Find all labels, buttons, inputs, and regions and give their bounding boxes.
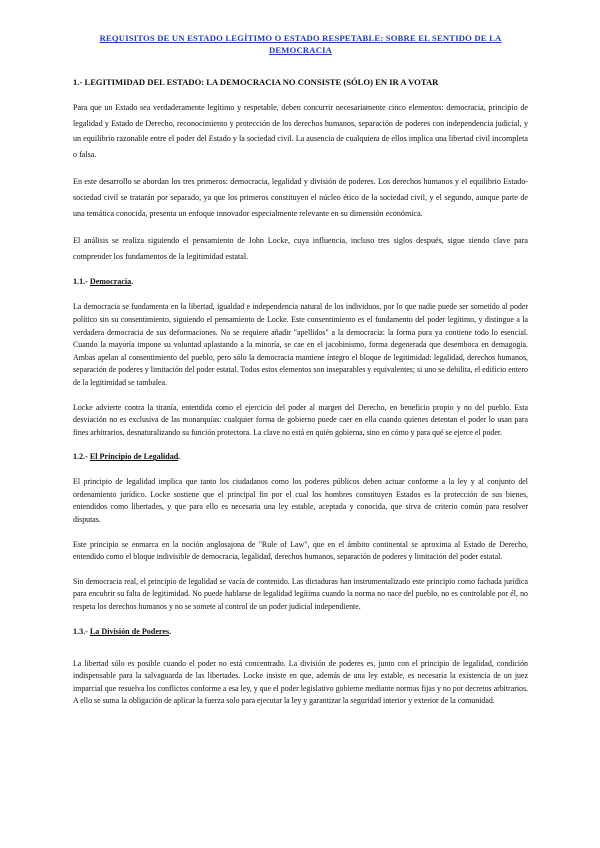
legalidad-paragraph-2: Este principio se enmarca en la noción anglosajona de "Rule of Law", que en el ámbito continental se aproxima al Estado de Derecho, entendido como el bloque indivisible de democracia, legalidad, derechos humanos, separación de poderes y limitación del poder estatal. bbox=[73, 539, 528, 562]
intro-paragraph-1: Para que un Estado sea verdaderamente legítimo y respetable, deben concurrir necesariamente cinco elementos: democracia, principio de legalidad y Estado de Derecho, reconocimiento y protección de los derechos humanos, separación de poderes con independencia judicial, y un equilibrio razonable entre el poder del Estado y la sociedad civil. La ausencia de cualquiera de ellos implica una libertad civil incompleta o falsa. bbox=[73, 103, 528, 159]
subsection-number: 1.2.- bbox=[73, 452, 88, 462]
subsection-number: 1.1.- bbox=[73, 277, 88, 287]
intro-paragraph-2: En este desarrollo se abordan los tres primeros: democracia, legalidad y división de poderes. Los derechos humanos y el equilibrio Estado-sociedad civil se tratarán por separado, ya que los primeros constituyen el núcleo ético de la sociedad civil, y el segundo, aunque parte de una temática conocida, presenta un enfoque innovador especialmente relevante en su dimensión económica. bbox=[73, 177, 528, 218]
democracia-paragraph-2: Locke advierte contra la tiranía, entendida como el ejercicio del poder al margen del Derecho, en beneficio propio y no del pueblo. Esta desviación no es exclusiva de las monarquías: cualquier forma de gobierno puede caer en ella cuando quienes detentan el poder lo usan para fines arbitrarios, desnaturalizando su función protectora. La clave no está en quién gobierna, sino en cómo y para qué se ejerce el poder. bbox=[73, 402, 528, 437]
legalidad-paragraph-1: El principio de legalidad implica que tanto los ciudadanos como los poderes públicos deben actuar conforme a la ley y al conjunto del ordenamiento jurídico. Locke sostiene que el principal fin por el cual los hombres constituyen Estados es la protección de sus bienes, entendidos como libertades, y que para ello es necesaria una ley estable, aceptada y conocida, que sirva de criterio común para resolver disputas. bbox=[73, 477, 528, 525]
document-page bbox=[73, 32, 528, 720]
legalidad-paragraph-3: Sin democracia real, el principio de legalidad se vacía de contenido. Las dictaduras han instrumentalizado este principio como fachada jurídica para encubrir su falta de legitimidad. No puede hablarse de legalidad legítima cuando la norma no nace del pueblo, no es controlable por él, no respeta los derechos humanos y no se somete al control de un poder judicial independiente. bbox=[73, 576, 528, 612]
subsection-suffix: . bbox=[178, 452, 181, 462]
intro-paragraph-3: El análisis se realiza siguiendo el pensamiento de John Locke, cuya influencia, incluso tres siglos después, sigue siendo clave para comprender los fundamentos de la legitimidad estatal. bbox=[73, 236, 528, 261]
subsection-heading-legalidad bbox=[73, 451, 528, 463]
subsection-label: El Principio de Legalidad bbox=[89, 452, 179, 462]
division-paragraph-1: La libertad sólo es posible cuando el poder no está concentrado. La división de poderes es, junto con el principio de legalidad, condición indispensable para la salvaguarda de las libertades. Locke insiste en que, además de una ley estable, es necesaria la existencia de un juez imparcial que resuelva los conflictos conforme a esa ley, y que el poder legislativo gobierne mediante normas fijas y no por decretos arbitrarios. A ello se suma la obligación de aplicar la fuerza solo para ejecutar la ley y garantizar la seguridad interior y exterior de la comunidad. bbox=[73, 658, 528, 706]
subsection-heading-division bbox=[73, 626, 528, 638]
section-heading: 1.- LEGITIMIDAD DEL ESTADO: LA DEMOCRACIA NO CONSISTE (SÓLO) EN IR A VOTAR bbox=[73, 77, 439, 87]
subsection-label: La División de Poderes bbox=[89, 626, 170, 636]
subsection-suffix: . bbox=[131, 277, 134, 287]
subsection-suffix: . bbox=[169, 626, 172, 636]
democracia-paragraph-1: La democracia se fundamenta en la libertad, igualdad e independencia natural de los individuos, por lo que nadie puede ser sometido al poder político sin su consentimiento, siguiendo el pensamiento de Locke. Este consentimiento es el fundamento del poder legítimo, y distingue a la verdadera democracia de sus deformaciones. No se requiere añadir "apellidos" a la democracia: la forma pura ya contiene todo lo esencial. Cuando la mayoría impone su voluntad aplastando a la minoría, se cae en el jacobinismo, forma degenerada que desemboca en demagogia. Ambas apelan al consentimiento del pueblo, pero sólo la democracia mantiene íntegro el bloque de legitimidad: legalidad, derechos humanos, separación de poderes y limitación del poder estatal. Todos estos elementos son inseparables y equivalentes; si uno se debilita, el edificio entero de la legitimidad se tambalea. bbox=[73, 302, 528, 387]
subsection-label: Democracia bbox=[89, 277, 132, 287]
document-title: REQUISITOS DE UN ESTADO LEGÍTIMO O ESTADO RESPETABLE: SOBRE EL SENTIDO DE LA DEMOCRACIA bbox=[99, 33, 502, 55]
subsection-number: 1.3.- bbox=[73, 626, 88, 636]
subsection-heading-democracia bbox=[73, 276, 528, 288]
